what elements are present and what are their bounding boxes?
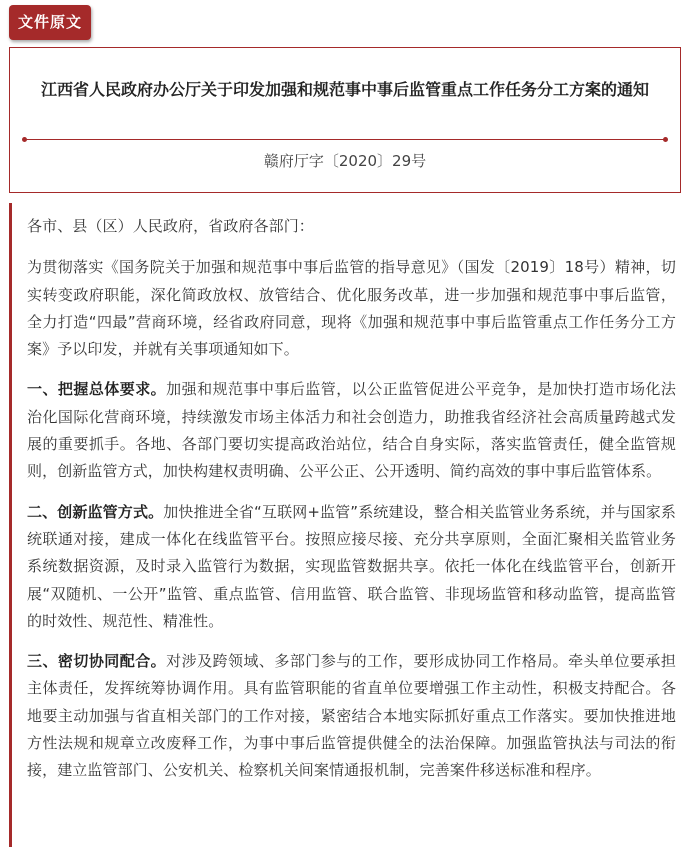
section-text: 加快推进全省“互联网+监管”系统建设，整合相关监管业务系统，并与国家系统联通对接，建成一体化在线监管平台。按照应接尽接、充分共享原则，全面汇聚相关监管业务系统数据资源，及时录入监管行为数据，实现监管数据共享。依托一体化在线监管平台，创新开展“双随机、一公开”监管、重点监管、信用监管、联合监管、非现场监管和移动监管，提高监管的时效性、规范性、精准性。	[27, 502, 676, 630]
header-divider	[24, 139, 666, 140]
document-title: 江西省人民政府办公厅关于印发加强和规范事中事后监管重点工作任务分工方案的通知	[40, 80, 649, 99]
intro-paragraph: 为贯彻落实《国务院关于加强和规范事中事后监管的指导意见》（国发〔2019〕18号）精神，切实转变政府职能，深化简政放权、放管结合、优化服务改革，进一步加强和规范事中事后监管，全力打造“四最”营商环境，经省政府同意，现将《加强和规范事中事后监管重点工作任务分工方案》予以印发，并就有关事项通知如下。	[27, 258, 676, 359]
section-text: 对涉及跨领域、多部门参与的工作，要形成协同工作格局。牵头单位要承担主体责任，发挥统筹协调作用。具有监管职能的省直单位要增强工作主动性，积极支持配合。各地要主动加强与省直相关部门的工作对接，紧密结合本地实际抓好重点工作落实。要加快推进地方性法规和规章立改废释工作，为事中事后监管提供健全的法治保障。加强监管执法与司法的衔接，建立监管部门、公安机关、检察机关间案情通报机制，完善案件移送标准和程序。	[27, 652, 676, 780]
document-type-badge: 文件原文	[9, 5, 91, 40]
section-heading: 二、创新监管方式。	[27, 502, 164, 521]
document-header	[9, 47, 681, 193]
section-paragraph	[27, 499, 676, 635]
section-text: 加强和规范事中事后监管，以公正监管促进公平竞争，是加快打造市场化法治化国际化营商环境，持续激发市场主体活力和社会创造力，助推我省经济社会高质量跨越式发展的重要抓手。各地、各部门要切实提高政治站位，结合自身实际，落实监管责任，健全监管规则，创新监管方式，加快构建权责明确、公平公正、公开透明、简约高效的事中事后监管体系。	[27, 380, 676, 481]
divider-dot-right	[663, 137, 668, 142]
salutation: 各市、县（区）人民政府，省政府各部门：	[27, 217, 314, 235]
document-number: 赣府厅字〔2020〕29号	[263, 152, 427, 170]
section-heading: 一、把握总体要求。	[27, 380, 167, 399]
section-heading: 三、密切协同配合。	[27, 652, 167, 671]
section-paragraph	[27, 648, 676, 784]
section-paragraph	[27, 376, 676, 485]
divider-dot-left	[22, 137, 27, 142]
document-body	[9, 203, 688, 847]
document-content	[27, 213, 676, 798]
